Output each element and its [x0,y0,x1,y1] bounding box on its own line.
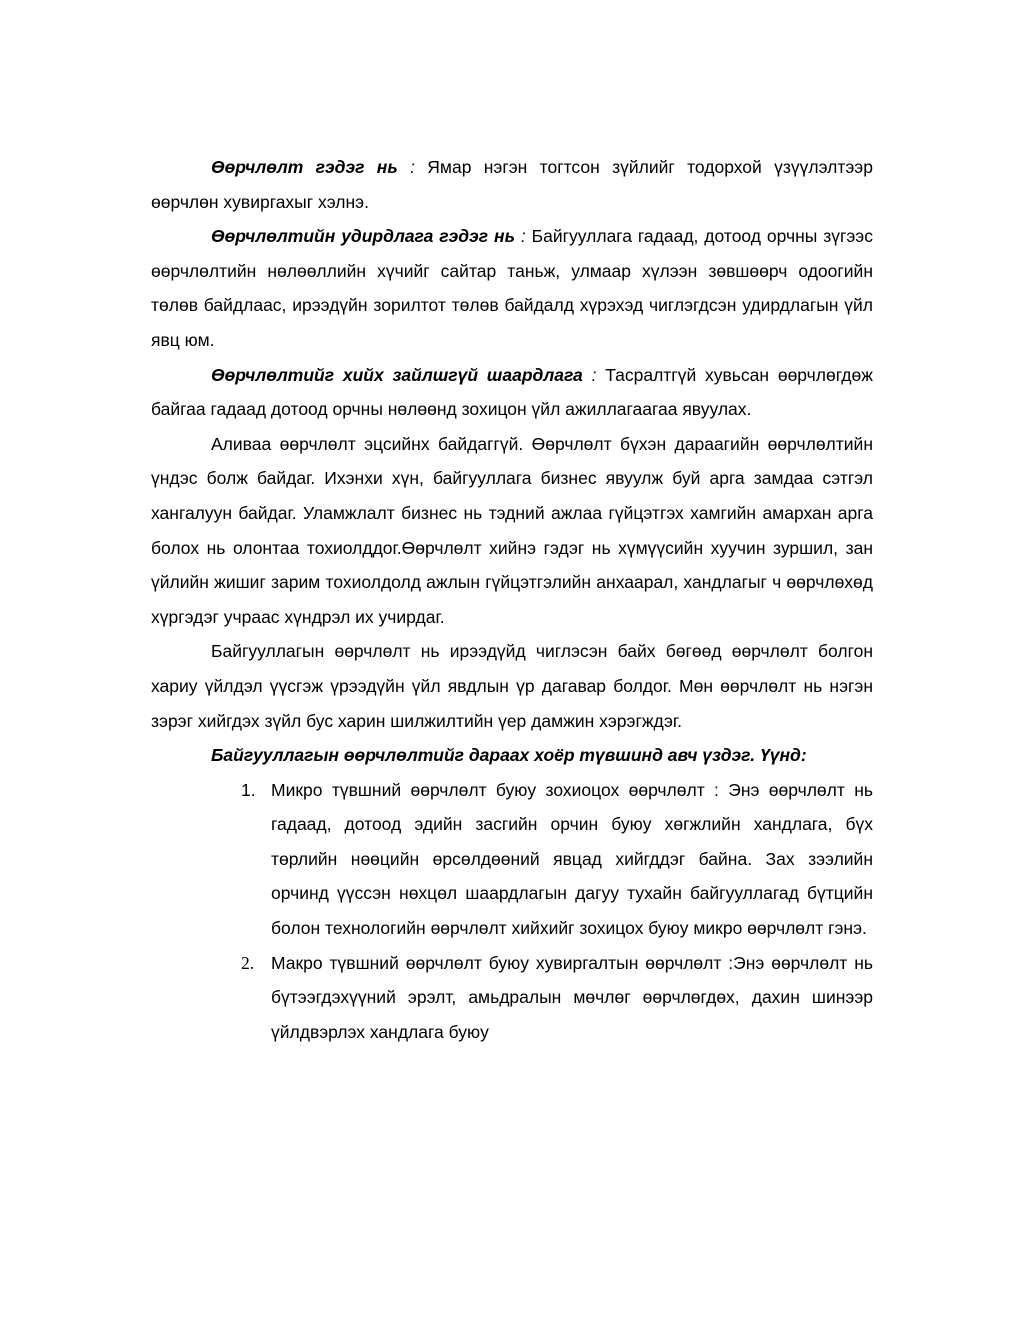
list-number: 2. [241,952,255,973]
term-change-management: Өөрчлөлтийн удирдлага гэдэг нь [211,226,515,247]
list-item-text: Микро түвшний өөрчлөлт буюу зохиоцох өөрчлөлт : Энэ өөрчлөлт нь гадаад, дотоод эдийн засгийн орчин буюу хөгжлийн хандлага, бүх төрлийн нөөцийн өрсөлдөөний явцад хийгддэг байна. Зах зээлийн орчинд үүссэн нөхцөл шаардлагын дагуу тухайн байгууллагад бүтцийн болон технологийн өөрчлөлт хийхийг зохицох буюу микро өөрчлөлт гэнэ. [271,779,873,939]
definition-text: Ямар нэгэн тогтсон зүйлийг тодорхой үзүүлэлтээр өөрчлөн хувиргахыг хэлнэ. [151,157,873,212]
list-item [151,773,873,946]
body-paragraph: Байгууллагын өөрчлөлт нь ирээдүйд чиглэсэн байх бөгөөд өөрчлөлт болгон хариу үйлдэл үүсгэж үрээдүйн үйл явдлын үр дагавар болдог. Мөн өөрчлөлт нь нэгэн зэрэг хийгдэх зүйл бус харин шилжилтийн үер дамжин хэрэгждэг. [151,641,873,731]
list-number: 1. [241,779,256,800]
term-colon: : [410,157,415,177]
term-colon: : [520,226,526,247]
definition-text: Тасралтгүй хувьсан өөрчлөгдөж байгаа гадаад дотоод орчны нөлөөнд зохицон үйл ажиллагаагаа явуулах. [151,364,873,420]
definition-paragraph-necessity [151,358,873,427]
change-levels-list [151,773,873,1050]
definition-text: Байгууллага гадаад, дотоод орчны зүгээс өөрчлөлтийн нөлөөллийн хүчийг сайтар таньж, улмаар хүлээн зөвшөөрч одоогийн төлөв байдлаас, ирээдүйн зорилтот төлөв байдалд хүрэхэд чиглэгдсэн удирдлагын үйл явц юм. [151,226,873,350]
document-body [151,150,873,1049]
term-change: Өөрчлөлт гэдэг нь [211,157,398,177]
body-paragraph: Аливаа өөрчлөлт эцсийнх байдаггүй. Өөрчлөлт бүхэн дараагийн өөрчлөлтийн үндэс болж байдаг. Ихэнхи хүн, байгууллага бизнес явуулж буй арга замдаа сэтгэл хангалуун байдаг. Уламжлалт бизнес нь тэдний ажлаа гүйцэтгэх хамгийн амархан арга болох нь олонтаа тохиолддог.Өөрчлөлт хийнэ гэдэг нь хүмүүсийн хуучин зуршил, зан үйлийн жишиг зарим тохиолдолд ажлын гүйцэтгэлийн анхаарал, хандлагыг ч өөрчлөхөд хүргэдэг учраас хүндрэл их учирдаг. [151,433,873,627]
list-item-text: Макро түвшний өөрчлөлт буюу хувиргалтын өөрчлөлт :Энэ өөрчлөлт нь бүтээгдэхүүний эрэлт, амьдралын мөчлөг өөрчлөгдөх, дахин шинээр үйлдвэрлэх хандлага буюу [271,952,873,1042]
term-colon: : [591,364,597,385]
list-item [151,946,873,1050]
definition-paragraph-change [151,150,873,219]
section-heading: Байгууллагын өөрчлөлтийг дараах хоёр түвшинд авч үздэг. Үүнд: [211,745,807,766]
term-necessity: Өөрчлөлтийг хийх зайлшгүй шаардлага [211,364,583,385]
definition-paragraph-change-management [151,219,873,357]
